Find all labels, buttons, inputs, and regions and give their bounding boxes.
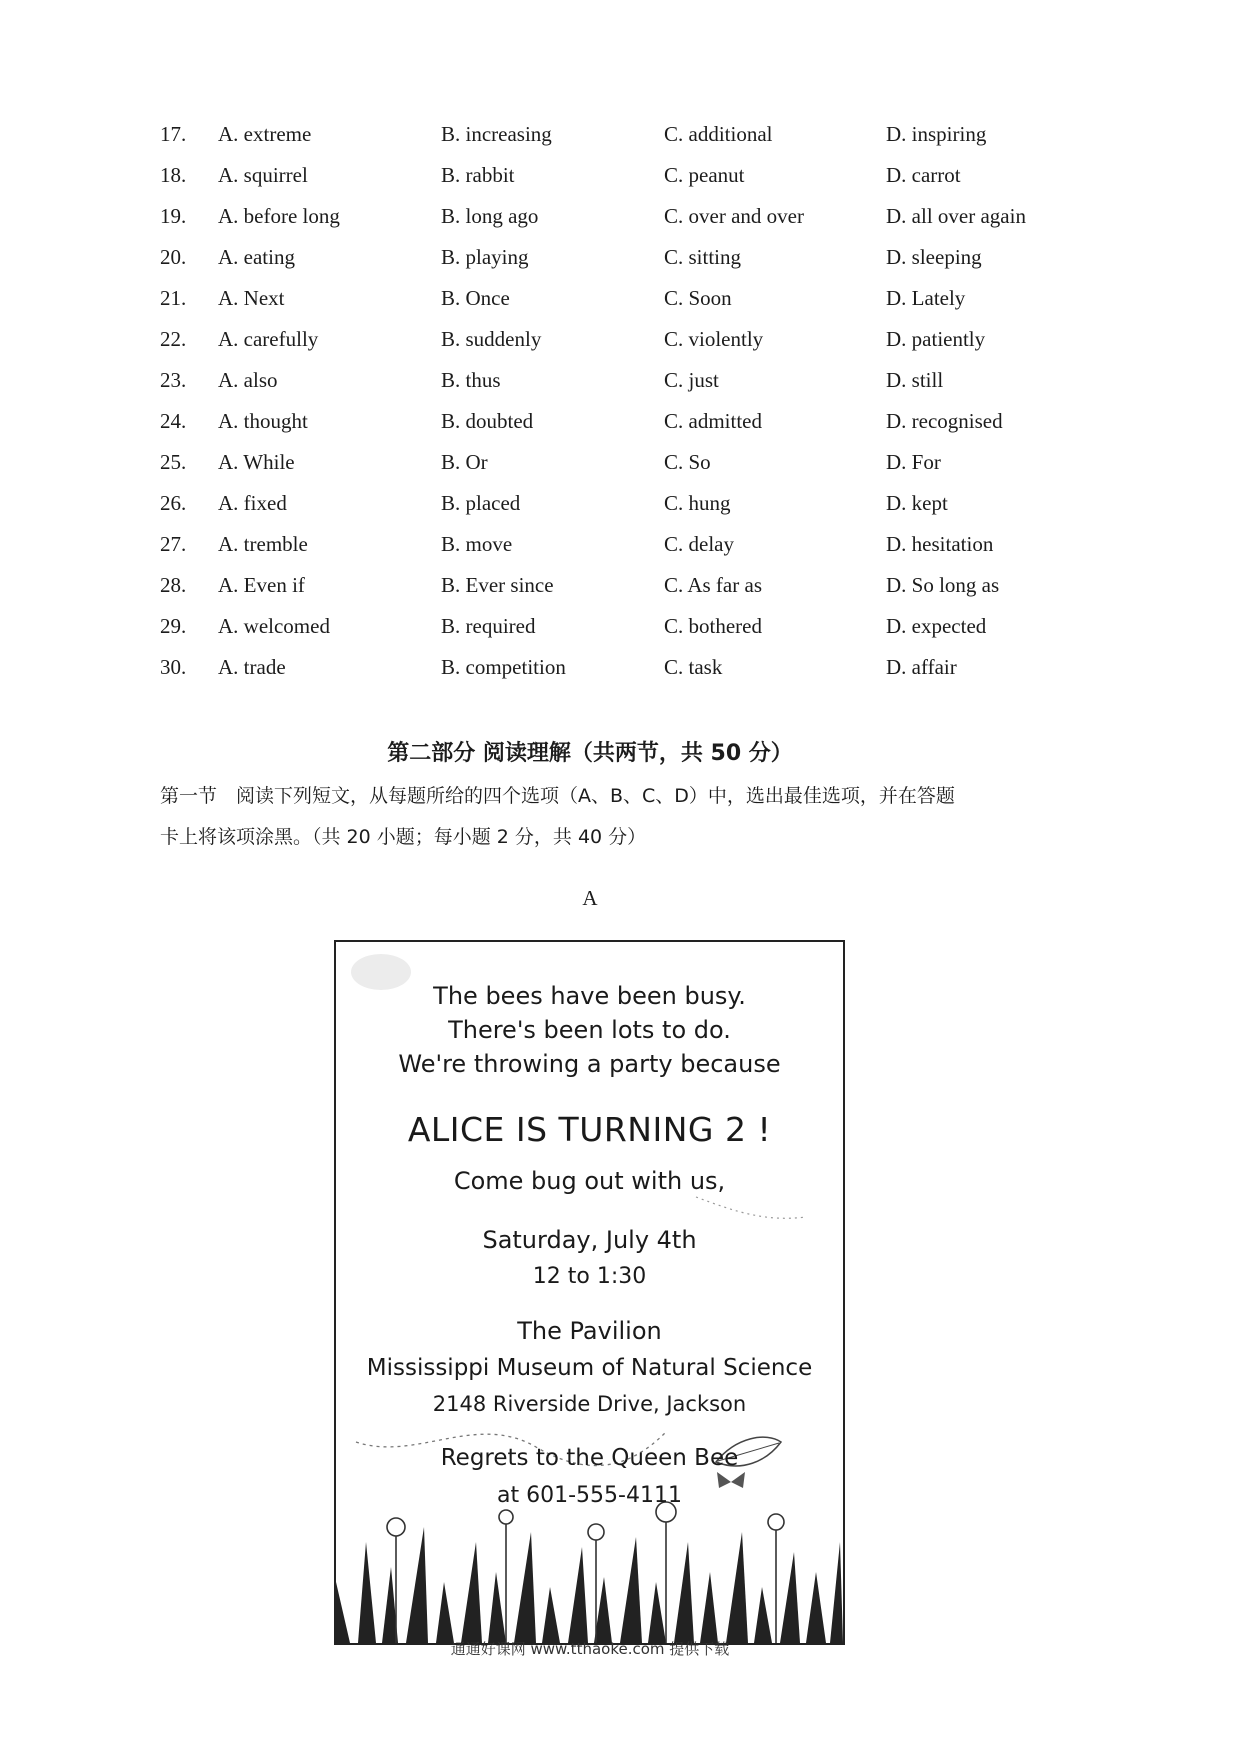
invitation-headline: ALICE IS TURNING 2 ! [407,1110,772,1149]
question-row [160,122,1120,163]
option-a: A. carefully [218,327,319,351]
option-a: A. also [218,368,278,392]
question-row [160,409,1120,450]
option-d: D. affair [886,655,957,679]
question-number: 17. [160,122,187,146]
party-invitation-image [334,940,845,1645]
question-number: 27. [160,532,187,556]
option-a: A. welcomed [218,614,330,638]
question-row [160,491,1120,532]
option-c: C. So [664,450,711,474]
question-row [160,614,1120,655]
invitation-date: Saturday, July 4th [482,1226,697,1254]
option-c: C. hung [664,491,731,515]
question-row [160,286,1120,327]
option-b: B. long ago [441,204,539,228]
option-b: B. playing [441,245,529,269]
option-b: B. competition [441,655,566,679]
option-d: D. So long as [886,573,1000,597]
invitation-museum: Mississippi Museum of Natural Science [366,1355,813,1381]
invitation-line-1: The bees have been busy. [433,982,746,1010]
option-c: C. additional [664,122,773,146]
question-number: 24. [160,409,187,433]
option-b: B. placed [441,491,521,515]
option-b: B. suddenly [441,327,542,351]
option-c: C. sitting [664,245,742,269]
option-c: C. delay [664,532,734,556]
option-a: A. trade [218,655,286,679]
question-options-list [160,122,1120,696]
option-b: B. rabbit [441,163,515,187]
option-c: C. just [664,368,719,392]
option-b: B. Ever since [441,573,554,597]
invitation-line-5: Come bug out with us, [453,1167,726,1195]
option-d: D. carrot [886,163,961,187]
section-instructions [160,776,1095,858]
option-d: D. all over again [886,204,1026,228]
question-row [160,573,1120,614]
question-number: 19. [160,204,187,228]
question-row [160,204,1120,245]
option-d: D. kept [886,491,948,515]
question-number: 18. [160,163,187,187]
option-b: B. increasing [441,122,552,146]
option-c: C. violently [664,327,764,351]
option-a: A. eating [218,245,295,269]
option-d: D. recognised [886,409,1003,433]
option-d: D. hesitation [886,532,994,556]
page-footer: 通通好课网 www.tthaoke.com 提供下载 [450,1640,730,1658]
option-c: C. bothered [664,614,762,638]
option-d: D. expected [886,614,987,638]
question-number: 22. [160,327,187,351]
option-b: B. thus [441,368,501,392]
section-title: 第二部分 阅读理解（共两节，共 50 分） [387,741,793,766]
option-a: A. Next [218,286,285,310]
invitation-address: 2148 Riverside Drive, Jackson [432,1392,747,1416]
invitation-phone: at 601-555-4111 [497,1483,682,1508]
option-a: A. While [218,450,295,474]
instruction-line-2: 卡上将该项涂黑。（共 20 小题；每小题 2 分，共 40 分） [160,826,647,848]
option-b: B. doubted [441,409,534,433]
question-number: 28. [160,573,187,597]
question-number: 20. [160,245,187,269]
invitation-time: 12 to 1:30 [532,1264,647,1289]
question-row [160,450,1120,491]
question-number: 29. [160,614,187,638]
question-number: 25. [160,450,187,474]
option-d: D. patiently [886,327,986,351]
question-number: 21. [160,286,187,310]
option-a: A. squirrel [218,163,308,187]
option-a: A. extreme [218,122,312,146]
option-c: C. peanut [664,163,745,187]
option-a: A. before long [218,204,340,228]
question-row [160,368,1120,409]
grass-and-flowers-illustration [336,942,843,1643]
invitation-line-3: We're throwing a party because [398,1050,781,1078]
invitation-line-2: There's been lots to do. [448,1016,731,1044]
option-a: A. tremble [218,532,308,556]
question-number: 30. [160,655,187,679]
question-number: 23. [160,368,187,392]
option-a: A. thought [218,409,308,433]
question-row [160,327,1120,368]
option-d: D. Lately [886,286,966,310]
option-d: D. For [886,450,941,474]
option-a: A. Even if [218,573,305,597]
option-d: D. still [886,368,944,392]
question-row [160,163,1120,204]
option-b: B. Once [441,286,510,310]
option-c: C. Soon [664,286,732,310]
question-row [160,532,1120,573]
instruction-line-1: 第一节 阅读下列短文，从每题所给的四个选项（A、B、C、D）中，选出最佳选项，并在答题 [160,785,955,807]
option-c: C. admitted [664,409,762,433]
option-b: B. move [441,532,513,556]
question-row [160,245,1120,286]
question-number: 26. [160,491,187,515]
option-c: C. over and over [664,204,804,228]
option-c: C. As far as [664,573,762,597]
question-row [160,655,1120,696]
option-c: C. task [664,655,723,679]
option-d: D. inspiring [886,122,987,146]
option-b: B. required [441,614,536,638]
option-b: B. Or [441,450,488,474]
passage-label: A [582,886,598,910]
option-d: D. sleeping [886,245,982,269]
option-a: A. fixed [218,491,287,515]
invitation-venue: The Pavilion [517,1317,662,1345]
invitation-regrets: Regrets to the Queen Bee [440,1445,739,1471]
